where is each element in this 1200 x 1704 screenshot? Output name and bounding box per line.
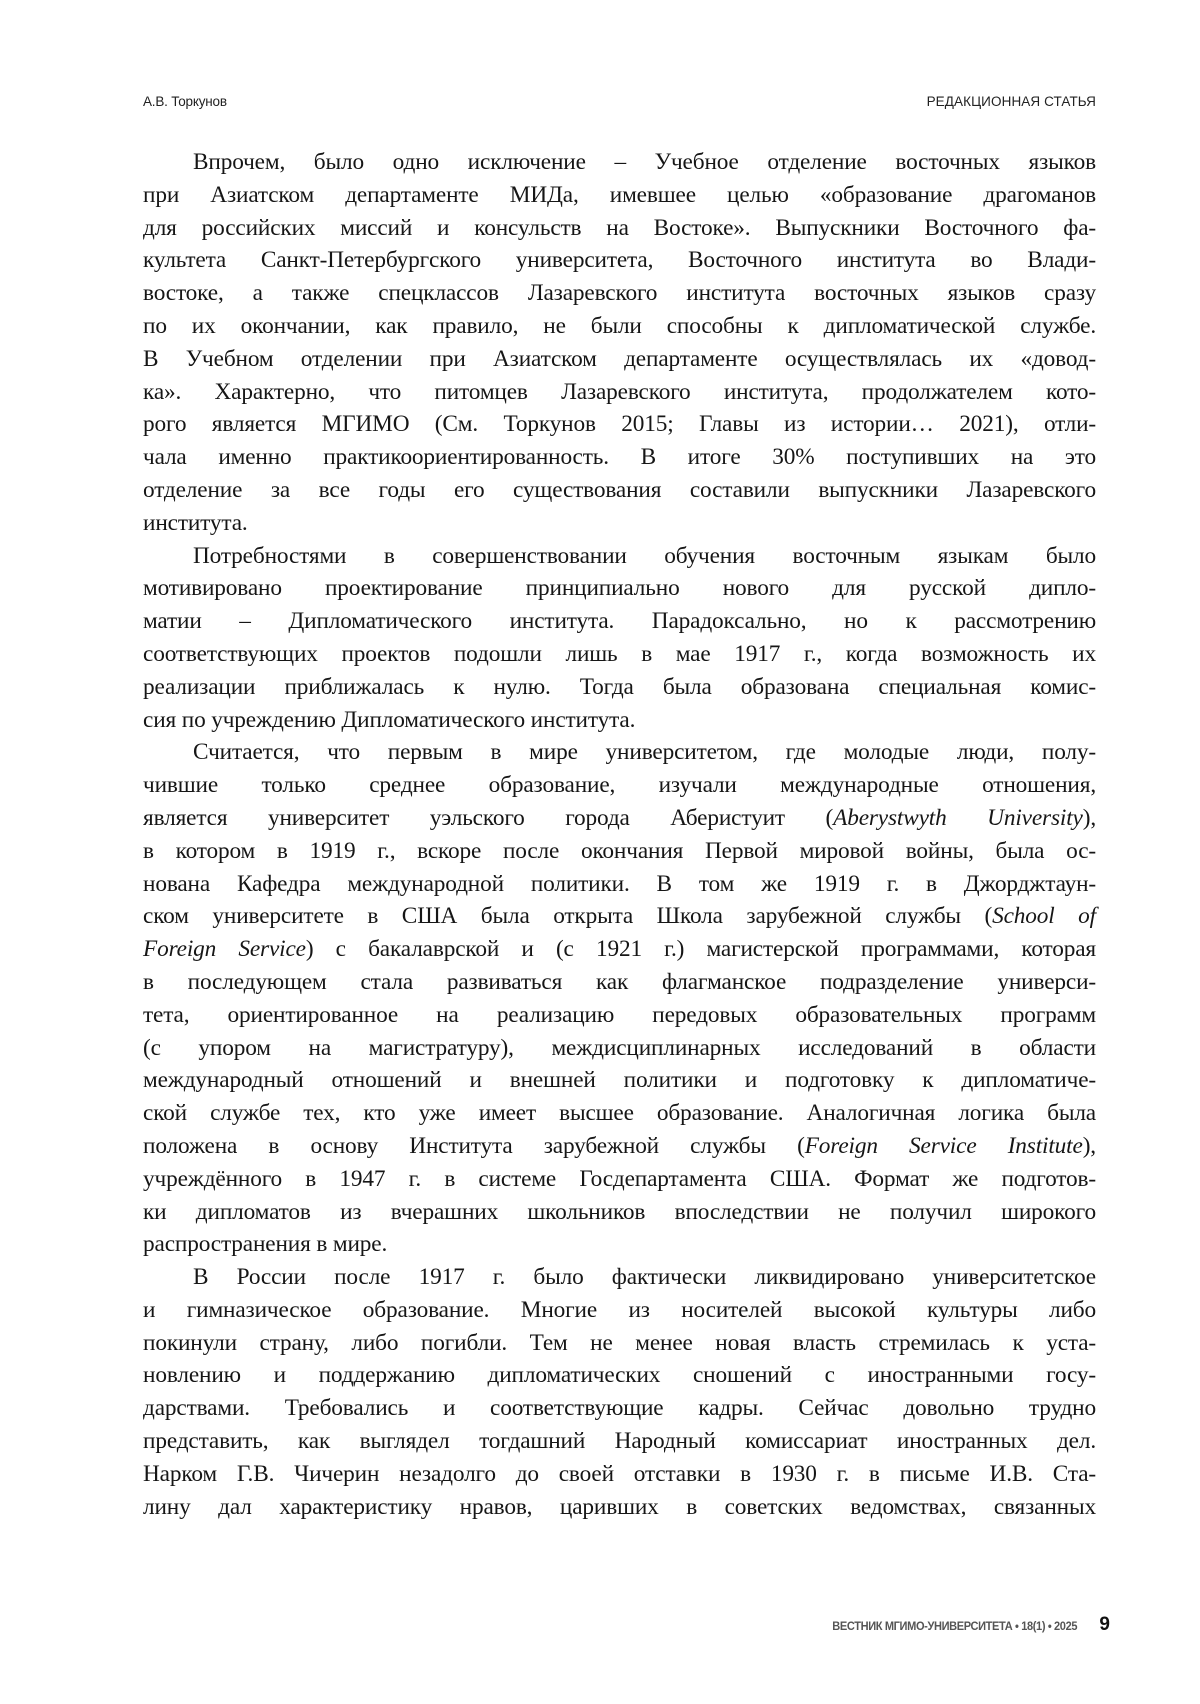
paragraph <box>143 540 1096 737</box>
text-line: Нарком Г.В. Чичерин незадолго до своей отставки в 1930 г. в письме И.В. Ста- <box>143 1460 1096 1487</box>
text-line: рого является МГИМО (См. Торкунов 2015; Главы из истории… 2021), отли- <box>143 411 1096 438</box>
text-line: Foreign Service) с бакалаврской и (с 1921 г.) магистерской программами, которая <box>143 936 1096 963</box>
text-line: положена в основу Института зарубежной службы (Foreign Service Institute), <box>143 1132 1096 1159</box>
text-line: в последующем стала развиваться как флагманское подразделение универси- <box>143 968 1096 995</box>
text-line: представить, как выглядел тогдашний Народный комиссариат иностранных дел. <box>143 1428 1096 1455</box>
page-number: 9 <box>1099 1614 1110 1635</box>
text-line: при Азиатском департаменте МИДа, имевшее целью «образование драгоманов <box>143 181 1096 208</box>
text-line: распространения в мире. <box>143 1231 388 1258</box>
text-line: покинули страну, либо погибли. Тем не менее новая власть стремилась к уста- <box>143 1329 1096 1356</box>
text-line: лину дал характеристику нравов, царивших в советских ведомствах, связанных <box>143 1493 1096 1520</box>
text-line: Считается, что первым в мире университетом, где молодые люди, полу- <box>193 739 1096 766</box>
text-line: В Учебном отделении при Азиатском департаменте осуществлялась их «довод- <box>143 345 1096 372</box>
text-line: отделение за все годы его существования составили выпускники Лазаревского <box>143 476 1096 503</box>
text-line: дарствами. Требовались и соответствующие кадры. Сейчас довольно трудно <box>143 1395 1096 1422</box>
text-line: нована Кафедра международной политики. В том же 1919 г. в Джорджтаун- <box>143 870 1096 897</box>
page-footer <box>800 1614 1110 1636</box>
text-line: мотивировано проектирование принципиально нового для русской дипло- <box>143 575 1096 602</box>
text-line: чившие только среднее образование, изучали международные отношения, <box>143 772 1096 799</box>
italic-term: Aberystwyth University <box>833 804 1083 831</box>
header-section: РЕДАКЦИОННАЯ СТАТЬЯ <box>926 94 1096 109</box>
text-line: тета, ориентированное на реализацию передовых образовательных программ <box>143 1001 1096 1028</box>
text-line: матии – Дипломатического института. Парадоксально, но к рассмотрению <box>143 608 1096 635</box>
text-line: чала именно практикоориентированность. В итоге 30% поступивших на это <box>143 444 1096 471</box>
text-line: международный отношений и внешней политики и подготовку к дипломатиче- <box>143 1067 1096 1094</box>
text-line: культета Санкт-Петербургского университета, Восточного института во Влади- <box>143 247 1096 274</box>
paragraph <box>143 736 1096 1261</box>
running-head <box>143 94 1096 109</box>
text-line: является университет уэльского города Аберистуит (Aberystwyth University), <box>143 804 1097 831</box>
text-line: учреждённого в 1947 г. в системе Госдепартамента США. Формат же подготов- <box>143 1165 1096 1192</box>
text-line: ской службе тех, кто уже имеет высшее образование. Аналогичная логика была <box>143 1100 1096 1127</box>
text-line: Впрочем, было одно исключение – Учебное отделение восточных языков <box>193 149 1096 175</box>
text-line: новлению и поддержанию дипломатических сношений с иностранными госу- <box>143 1362 1096 1389</box>
paragraph <box>143 1261 1096 1523</box>
paragraph <box>143 146 1096 540</box>
text-line: (с упором на магистратуру), междисциплинарных исследований в области <box>143 1034 1096 1061</box>
header-author: А.В. Торкунов <box>143 94 227 109</box>
text-line: в котором в 1919 г., вскоре после окончания Первой мировой войны, была ос- <box>143 837 1096 864</box>
italic-term: School of <box>992 903 1096 930</box>
footer-journal-info: ВЕСТНИК МГИМО-УНИВЕРСИТЕТА • 18(1) • 2025 <box>832 1619 1078 1633</box>
text-line: сия по учреждению Дипломатического института. <box>143 706 636 733</box>
text-line: по их окончании, как правило, не были способны к дипломатической службе. <box>143 312 1096 339</box>
text-line: В России после 1917 г. было фактически ликвидировано университетское <box>193 1264 1096 1291</box>
text-line: Потребностями в совершенствовании обучения восточным языкам было <box>193 542 1096 569</box>
text-line: соответствующих проектов подошли лишь в мае 1917 г., когда возможность их <box>143 640 1096 667</box>
italic-term: Foreign Service Institute <box>804 1132 1083 1159</box>
text-line: востоке, а также спецклассов Лазаревского института восточных языков сразу <box>143 280 1096 307</box>
text-line: ском университете в США была открыта Школа зарубежной службы (School of <box>143 903 1096 930</box>
text-line: ки дипломатов из вчерашних школьников впоследствии не получил широкого <box>143 1198 1096 1225</box>
text-line: института. <box>143 509 248 536</box>
text-line: и гимназическое образование. Многие из носителей высокой культуры либо <box>143 1296 1096 1323</box>
text-line: реализации приближалась к нулю. Тогда была образована специальная комис- <box>143 673 1096 700</box>
text-line: для российских миссий и консульств на Востоке». Выпускники Восточного фа- <box>143 214 1096 241</box>
italic-term: Foreign Service <box>143 936 306 963</box>
article-body <box>143 146 1096 1523</box>
text-line: ка». Характерно, что питомцев Лазаревского института, продолжателем кото- <box>143 378 1096 405</box>
